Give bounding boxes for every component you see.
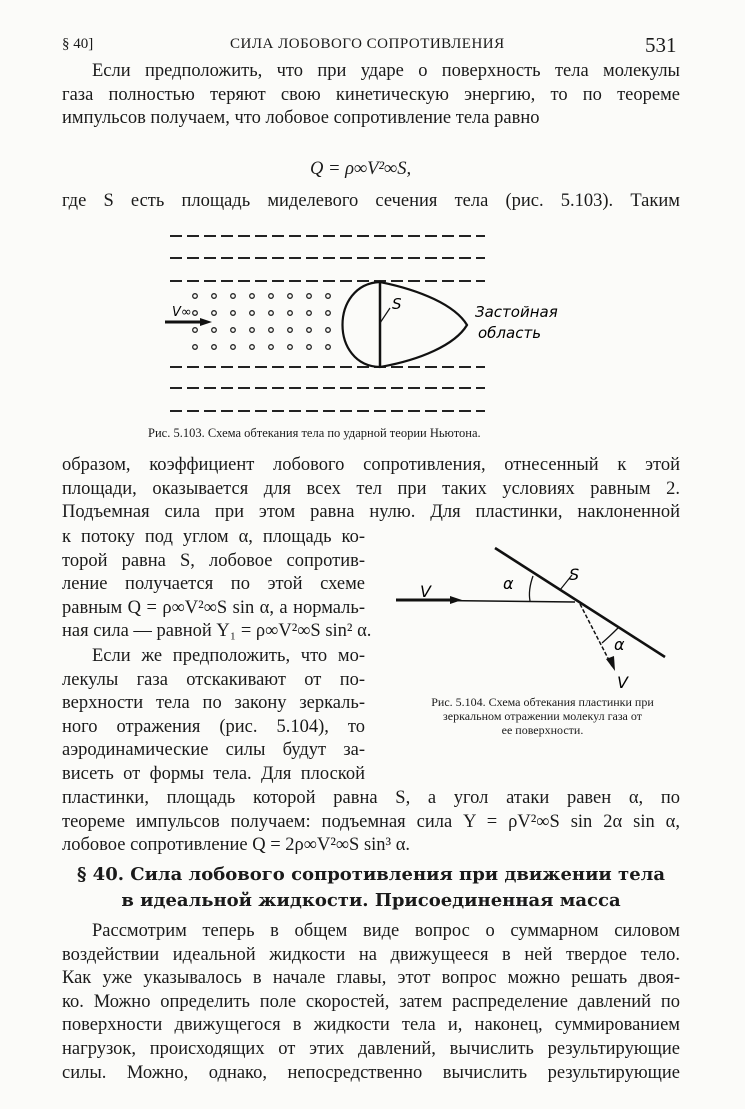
text-line: к потоку под углом α, площадь ко-	[62, 527, 365, 547]
plate-area-label: S	[569, 565, 580, 584]
text-line: ление получается по этой схеме	[62, 574, 365, 595]
incoming-velocity-label: V	[420, 582, 431, 601]
plate-line	[495, 548, 665, 657]
heading-line: § 40. Сила лобового сопротивления при движении тела	[76, 864, 666, 885]
text-line: торой равна S, лобовое сопротив-	[62, 550, 365, 571]
text-line: где S есть площадь миделевого сечения тела (рис. 5.103). Таким	[62, 191, 680, 211]
paragraph-3	[62, 787, 680, 858]
figure-5-104-caption	[385, 695, 700, 737]
text-line: ного отражения (рис. 5.104), то	[62, 716, 365, 737]
page-number: 531	[645, 33, 677, 57]
text-line: ко. Можно определить поле скоростей, затем распределение давлений по	[62, 991, 680, 1012]
text-line: равным Q = ρ∞V²∞S sin α, а нормаль-	[62, 597, 365, 618]
heading-line: в идеальной жидкости. Присоединенная масса	[121, 890, 621, 911]
text-line: Если же предположить, что мо-	[92, 646, 365, 666]
text-line: образом, коэффициент лобового сопротивления, отнесенный к этой	[62, 455, 680, 475]
angle-arc-1	[529, 576, 533, 601]
header-section: § 40]	[62, 36, 94, 52]
text-line: пластинки, площадь которой равна S, а угол атаки равен α, по	[62, 788, 680, 808]
text-line: лекулы газа отскакивают от по-	[62, 669, 365, 690]
text-line: силы. Можно, однако, непосредственно вычислить результирующие	[62, 1062, 680, 1083]
running-title: СИЛА ЛОБОВОГО СОПРОТИВЛЕНИЯ	[230, 36, 505, 52]
text-line: импульсов получаем, что лобовое сопротивление тела равно	[62, 108, 540, 129]
caption-line: Рис. 5.104. Схема обтекания пластинки при	[431, 695, 654, 709]
text-line: лобовое сопротивление Q = 2ρ∞V²∞S sin³ α.	[62, 835, 411, 856]
text-line: Если предположить, что при ударе о поверхность тела молекулы	[92, 61, 680, 81]
text-line: нагрузок, происходящих от этих давлений, вычислить результирующие	[62, 1038, 680, 1059]
area-label: S	[392, 295, 402, 313]
text-line: аэродинамические силы будут за-	[62, 740, 365, 761]
caption-line: зеркальном отражении молекул газа от	[443, 709, 642, 723]
text-line: верхности тела по закону зеркаль-	[62, 693, 365, 714]
formula-drag-inelastic: Q = ρ∞V²∞S,	[310, 159, 412, 179]
text-line: Как уже указывалось в начале главы, этот вопрос можно решать двоя-	[62, 968, 680, 989]
text-line: ная сила — равной Y₁ = ρ∞V²∞S sin² α.	[62, 621, 372, 642]
section-heading	[62, 862, 680, 914]
text-line: воздействии идеальной жидкости на движущееся в ней твердое тело.	[62, 944, 680, 965]
text-line: площади, оказывается для всех тел при таких условиях равным 2.	[62, 478, 680, 499]
angle-label-2: α	[614, 635, 625, 654]
figure-5-103-caption: Рис. 5.103. Схема обтекания тела по ударной теории Ньютона.	[148, 426, 481, 440]
angle-label-1: α	[503, 574, 514, 593]
stagnation-label-1: Застойная	[475, 303, 558, 321]
text-line: висеть от формы тела. Для плоской	[62, 763, 365, 784]
text-line: Рассмотрим теперь в общем виде вопрос о суммарном силовом	[92, 921, 680, 941]
stagnation-label-2: область	[478, 324, 542, 342]
text-line: газа полностью теряют свою кинетическую энергию, то по теореме	[62, 84, 680, 105]
paragraph-4	[62, 920, 680, 1085]
caption-line: ее поверхности.	[501, 723, 584, 737]
text-line: поверхности движущегося в жидкости тела и, наконец, суммированием	[62, 1015, 680, 1036]
outgoing-velocity-label: V	[617, 673, 628, 692]
velocity-label: V∞	[172, 305, 192, 320]
text-line: теореме импульсов получаем: подъемная сила Y = ρV²∞S sin 2α sin α,	[62, 811, 680, 832]
text-line: Подъемная сила при этом равна нулю. Для пластинки, наклоненной	[62, 502, 680, 523]
